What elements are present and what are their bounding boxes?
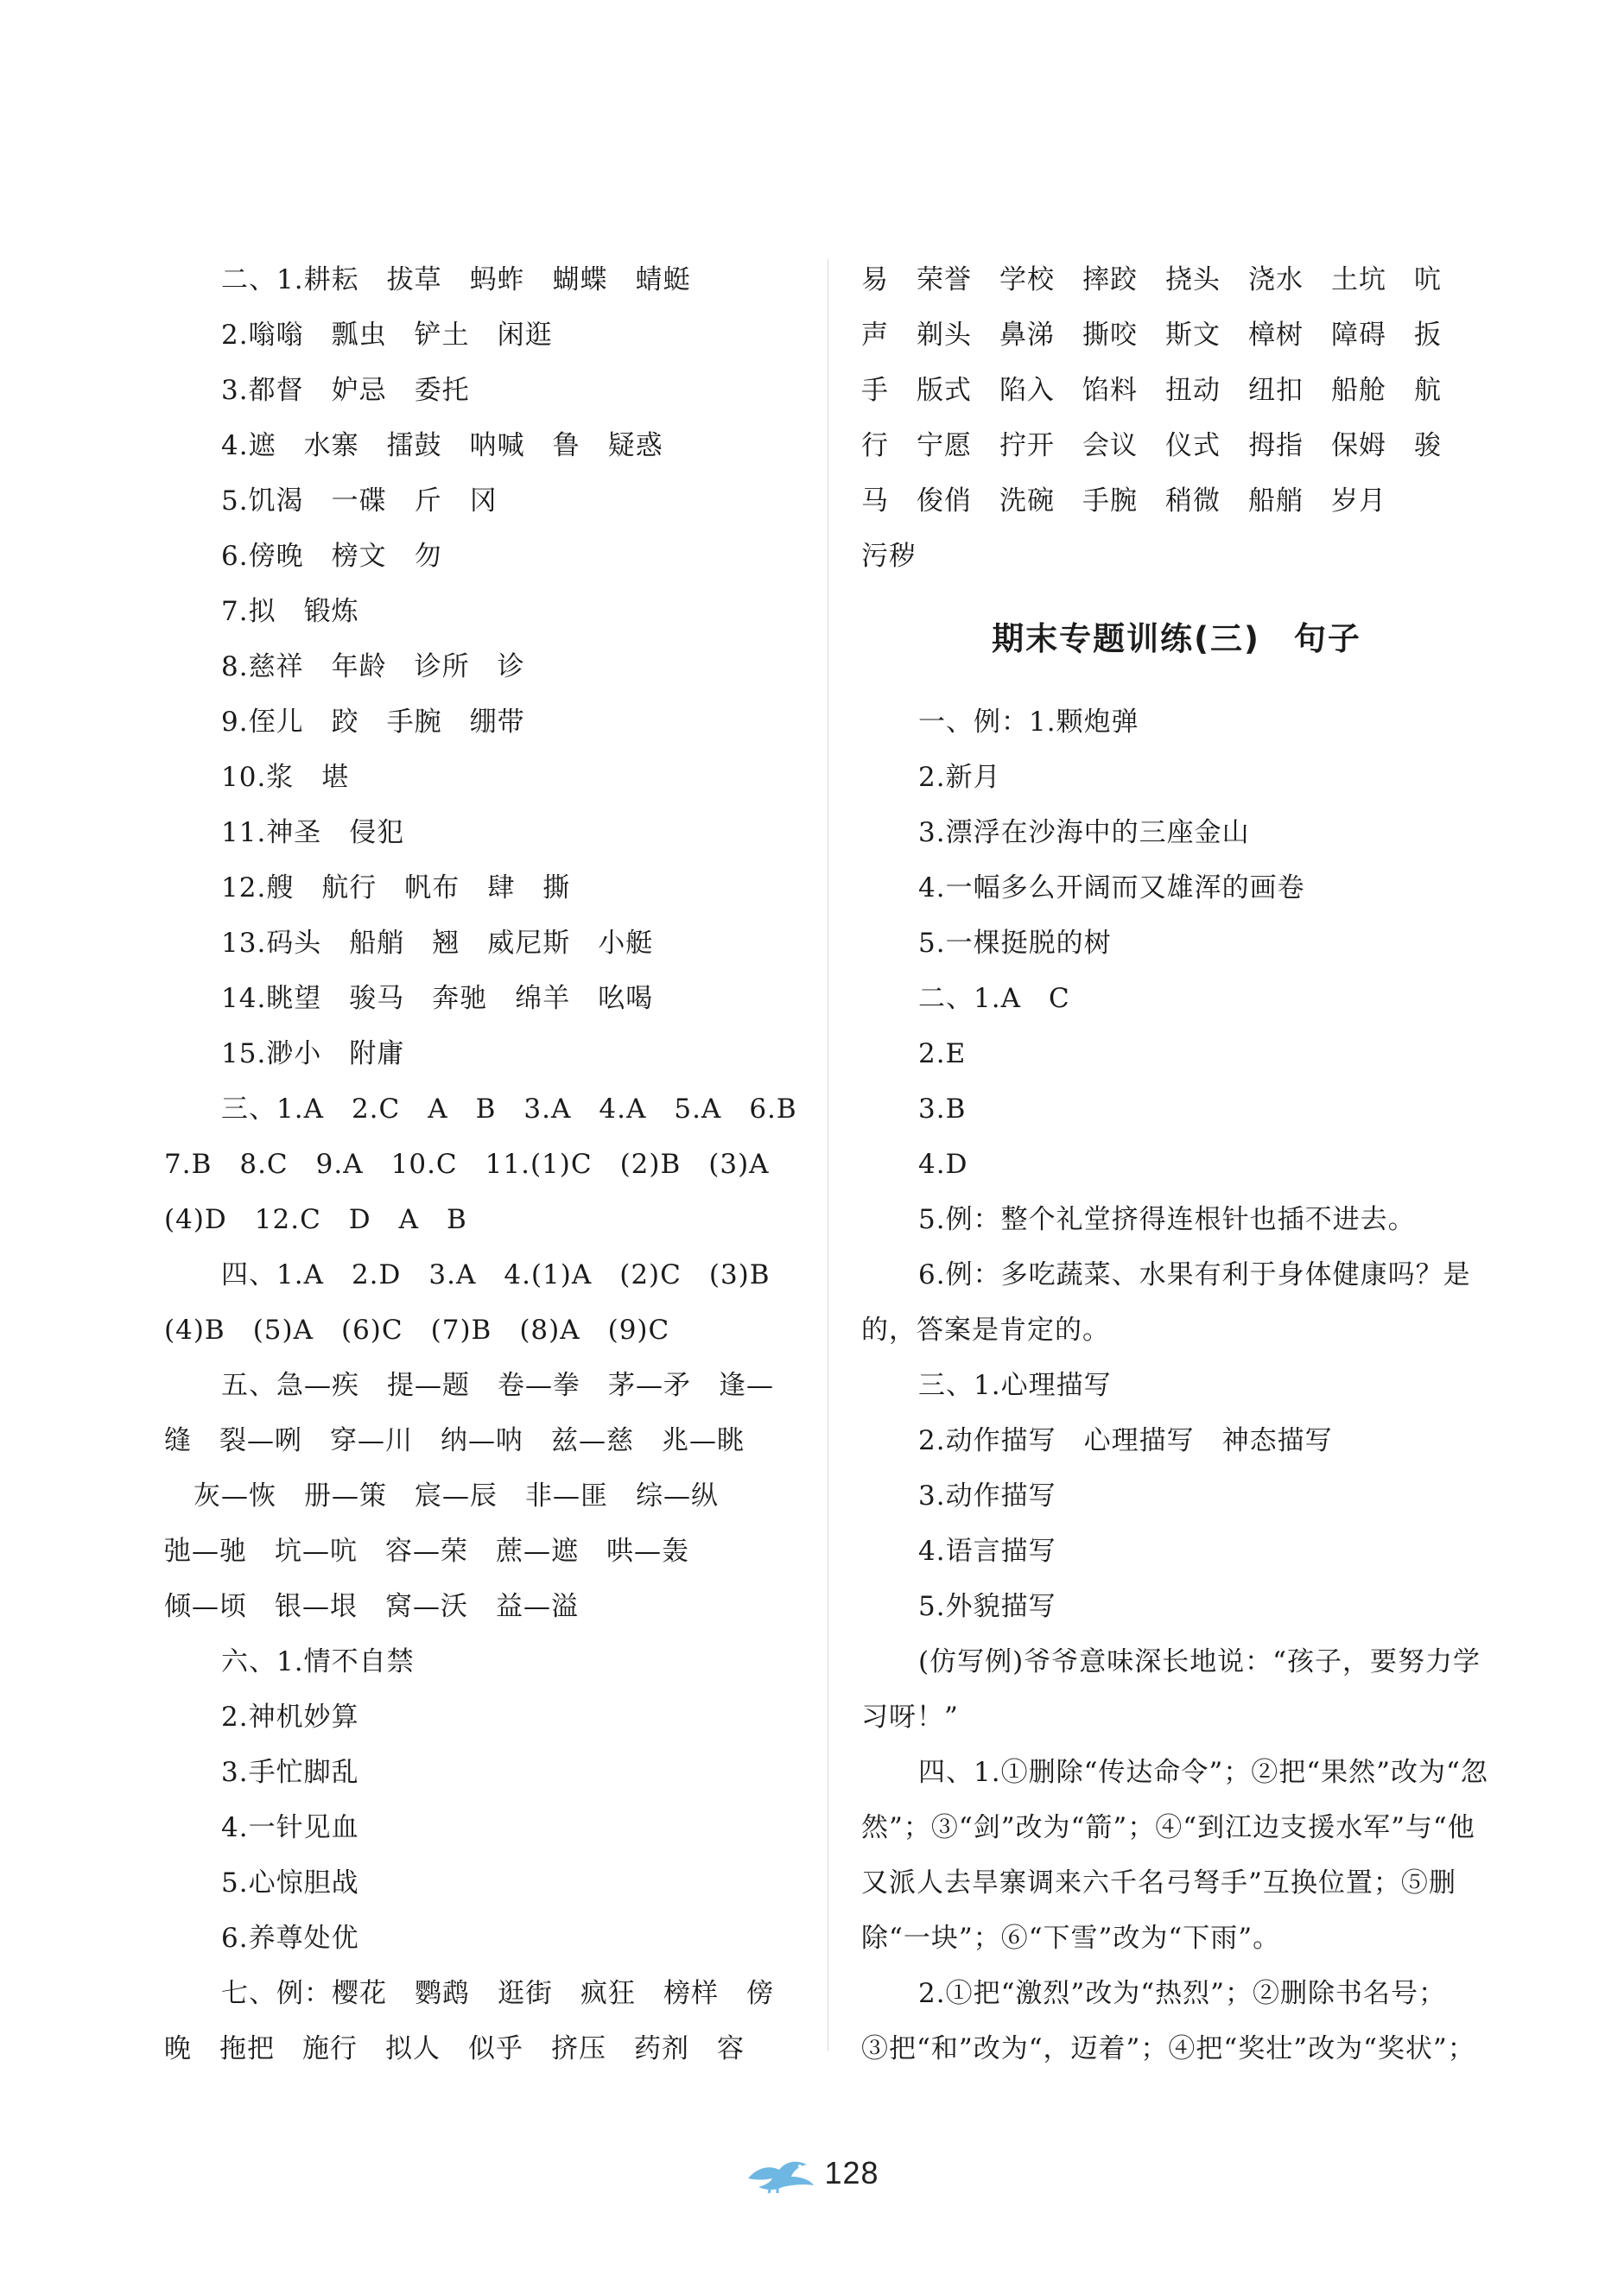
- answer-line: 习呀！”: [861, 1702, 959, 1733]
- answer-line: 2.动作描写 心理描写 神态描写: [918, 1425, 1333, 1456]
- answer-line: 缝 裂—咧 穿—川 纳—呐 兹—慈 兆—眺: [164, 1425, 745, 1456]
- answer-line: 污秽: [861, 541, 917, 572]
- answer-line: 3.B: [918, 1094, 967, 1125]
- answer-line: 行 宁愿 拧开 会议 仪式 拇指 保姆 骏: [861, 430, 1442, 461]
- answer-line: 3.动作描写: [918, 1480, 1056, 1512]
- answer-line: 六、1.情不自禁: [221, 1646, 415, 1677]
- answer-line: 5.外貌描写: [918, 1591, 1056, 1622]
- answer-line: 五、急—疾 提—题 卷—拳 茅—矛 逢—: [221, 1370, 774, 1401]
- right-top-block: [861, 252, 1492, 584]
- answer-line: 4.D: [918, 1149, 968, 1180]
- answer-line: (4)D 12.C D A B: [164, 1204, 467, 1235]
- answer-line: 6.傍晚 榜文 勿: [221, 541, 442, 572]
- answer-line: 3.都督 妒忌 委托: [221, 375, 470, 406]
- answer-line: 一、例：1.颗炮弹: [918, 707, 1139, 738]
- answer-line: 2.①把“激烈”改为“热烈”；②删除书名号；: [918, 1978, 1446, 2009]
- right-column: [861, 252, 1492, 2076]
- answer-line: 晚 拖把 施行 拟人 似乎 挤压 药剂 容: [164, 2033, 745, 2064]
- answer-line: 然”；③“剑”改为“箭”；④“到江边支援水军”与“他: [861, 1812, 1475, 1843]
- answer-line: (4)B (5)A (6)C (7)B (8)A (9)C: [164, 1315, 670, 1346]
- answer-line: 5.心惊胆战: [221, 1867, 359, 1899]
- answer-line: 的，答案是肯定的。: [861, 1315, 1110, 1346]
- answer-line: 6.例：多吃蔬菜、水果有利于身体健康吗？是: [918, 1259, 1471, 1290]
- left-column: [164, 252, 795, 2076]
- answer-line: 7.拟 锻炼: [221, 596, 359, 627]
- answer-line: 3.漂浮在沙海中的三座金山: [918, 817, 1250, 848]
- answer-line: 12.艘 航行 帆布 肆 撕: [221, 872, 571, 903]
- bird-logo-icon: [745, 2152, 817, 2194]
- answer-line: 除“一块”；⑥“下雪”改为“下雨”。: [861, 1923, 1281, 1954]
- answer-line: 弛—驰 坑—吭 容—荣 蔗—遮 哄—轰: [164, 1536, 689, 1567]
- answer-line: 四、1.A 2.D 3.A 4.(1)A (2)C (3)B: [221, 1259, 771, 1290]
- answer-line: 3.手忙脚乱: [221, 1757, 359, 1788]
- answer-line: 15.渺小 附庸: [221, 1038, 405, 1069]
- page-footer: [0, 2152, 1624, 2204]
- answer-line: 三、1.A 2.C A B 3.A 4.A 5.A 6.B: [221, 1094, 797, 1125]
- answer-line: 5.例：整个礼堂挤得连根针也插不进去。: [918, 1204, 1416, 1235]
- answer-line: 倾—顷 银—垠 窝—沃 益—溢: [164, 1591, 579, 1622]
- answer-line: 声 剃头 鼻涕 撕咬 斯文 樟树 障碍 扳: [861, 320, 1442, 351]
- answer-line: 2.E: [918, 1038, 967, 1069]
- answer-line: 13.码头 船艄 翘 威尼斯 小艇: [221, 928, 654, 959]
- right-answer-block: [861, 694, 1492, 2076]
- answer-line: 14.眺望 骏马 奔驰 绵羊 吆喝: [221, 983, 654, 1014]
- section-title: 期末专题训练(三) 句子: [992, 620, 1361, 657]
- answer-line: 二、1.耕耘 拔草 蚂蚱 蝴蝶 蜻蜓: [221, 264, 691, 295]
- answer-line: 马 俊俏 洗碗 手腕 稍微 船艄 岁月: [861, 485, 1386, 517]
- answer-line: 4.遮 水寨 擂鼓 呐喊 鲁 疑惑: [221, 430, 663, 461]
- answer-line: 7.B 8.C 9.A 10.C 11.(1)C (2)B (3)A: [164, 1149, 770, 1180]
- answer-line: 11.神圣 侵犯: [221, 817, 405, 848]
- answer-line: 又派人去旱寨调来六千名弓弩手”互换位置；⑤删: [861, 1867, 1456, 1899]
- answer-line: 8.慈祥 年龄 诊所 诊: [221, 651, 525, 682]
- answer-line: 四、1.①删除“传达命令”；②把“果然”改为“忽: [918, 1757, 1488, 1788]
- answer-line: 5.饥渴 一碟 斤 冈: [221, 485, 498, 517]
- answer-line: 2.嗡嗡 瓢虫 铲土 闲逛: [221, 320, 553, 351]
- answer-line: 灰—恢 册—策 宸—辰 非—匪 综—纵: [193, 1480, 719, 1512]
- answer-line: 2.新月: [918, 762, 1001, 793]
- answer-line: 5.一棵挺脱的树: [918, 928, 1112, 959]
- answer-line: 4.一幅多么开阔而又雄浑的画卷: [918, 872, 1305, 903]
- answer-line: ③把“和”改为“，迈着”；④把“奖壮”改为“奖状”；: [861, 2033, 1475, 2064]
- answer-line: 6.养尊处优: [221, 1923, 359, 1954]
- answer-line: 9.侄儿 跤 手腕 绷带: [221, 707, 525, 738]
- answer-line: 易 荣誉 学校 摔跤 挠头 浇水 土坑 吭: [861, 264, 1442, 295]
- answer-line: 三、1.心理描写: [918, 1370, 1112, 1401]
- answer-line: 2.神机妙算: [221, 1702, 359, 1733]
- answer-line: 10.浆 堪: [221, 762, 350, 793]
- answer-line: (仿写例)爷爷意味深长地说：“孩子，要努力学: [918, 1646, 1481, 1677]
- answer-line: 七、例：樱花 鹦鹉 逛街 疯狂 榜样 傍: [221, 1978, 774, 2009]
- answer-line: 二、1.A C: [918, 983, 1070, 1014]
- page-number: 128: [824, 2155, 879, 2190]
- answer-line: 手 版式 陷入 馅料 扭动 纽扣 船舱 航: [861, 375, 1442, 406]
- answer-line: 4.一针见血: [221, 1812, 359, 1843]
- answer-line: 4.语言描写: [918, 1536, 1056, 1567]
